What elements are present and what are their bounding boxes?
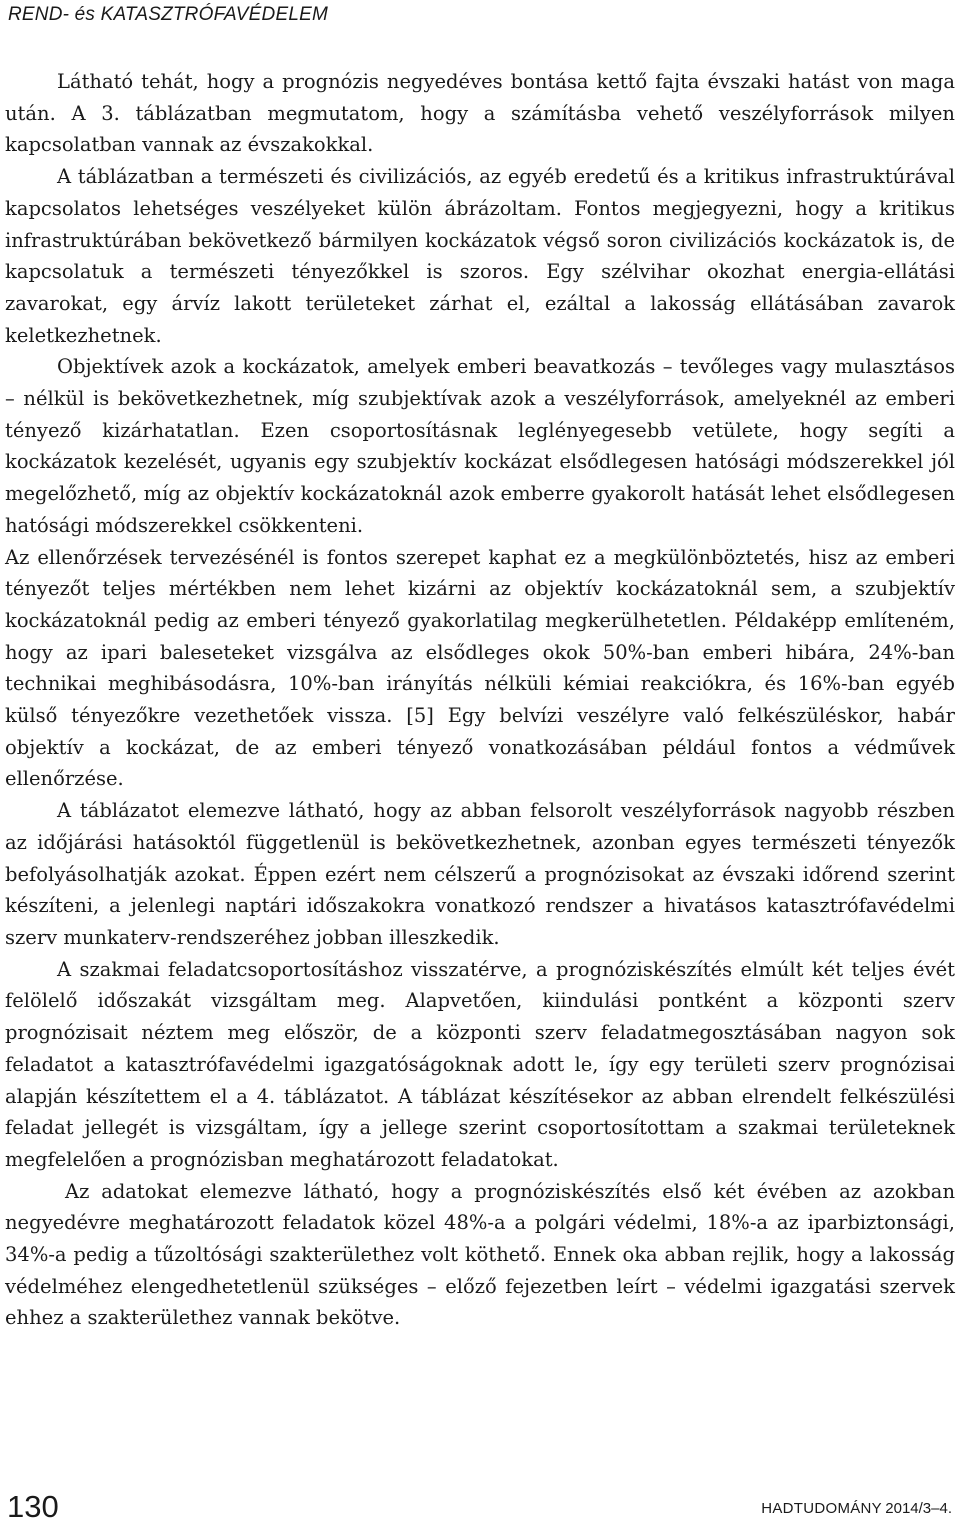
journal-issue: 2014/3–4.: [885, 1500, 952, 1517]
running-header: REND- és KATASZTRÓFAVÉDELEM: [8, 4, 329, 25]
page-number: 130: [7, 1489, 59, 1524]
page-footer: [0, 1490, 960, 1527]
paragraph-table-hazards: A táblázatban a természeti és civilizációs, az egyéb eredetű és a kritikus infrastruktúrával kapcsolatos lehetséges veszélyeket külön ábrázoltam. Fontos megjegyezni, hogy a kritikus infrastruktúrában bekövetkező bármilyen kockázatok végső soron civilizációs kockázatok is, de kapcsolatuk a természeti tényezőkkel is szoros. Egy szélvihar okozhat energia-ellátási zavarokat, egy árvíz lakott területeket zárhat el, ezáltal a lakosság ellátásában zavarok keletkezhetnek.: [5, 165, 955, 347]
paragraph-seasonal-effects: Látható tehát, hogy a prognózis negyedéves bontása kettő fajta évszaki hatást von maga után. A 3. táblázatban megmutatom, hogy a számításba vehető veszélyforrások milyen kapcsolatban vannak az évszakokkal.: [5, 70, 955, 157]
paragraph-data-analysis: Az adatokat elemezve látható, hogy a prognóziskészítés első két évében az azokban negyedévre meghatározott feladatok közel 48%-a a polgári védelmi, 18%-a az iparbiztonsági, 34%-a pedig a tűzoltósági szakterülethez volt köthető. Ennek oka abban rejlik, hogy a lakosság védelméhez elengedhetetlenül szükséges – előző fejezetben leírt – védelmi igazgatási szervek ehhez a szakterülethez vannak bekötve.: [5, 1179, 955, 1330]
paragraph-objective-subjective: Objektívek azok a kockázatok, amelyek emberi beavatkozás – tevőleges vagy mulasztásos – nélkül is bekövetkezhetnek, míg szubjektívak azok a veszélyforrások, amelyeknél az emberi tényező kizárhatatlan. Ezen csoportosításnak leglényegesebb vetülete, hogy segíti a kockázatok kezelését, ugyanis egy szubjektív kockázat elsődlegesen hatósági módszerekkel jól megelőzhető, míg az objektív kockázatoknál azok emberre gyakorolt hatását lehet elsődlegesen hatósági módszerekkel csökkenteni.: [5, 355, 955, 537]
journal-name: HADTUDOMÁNY: [761, 1500, 882, 1517]
article-body: [5, 66, 955, 1334]
paragraph-professional-grouping: A szakmai feladatcsoportosításhoz visszatérve, a prognóziskészítés elmúlt két teljes évét felölelő időszakát vizsgáltam meg. Alapvetően, kiindulási pontként a központi szerv prognózisait néztem meg először, de a központi szerv feladatmegosztásában nagyon sok feladatot a katasztrófavédelmi igazgatóságoknak adott le, így egy területi szerv prognózisai alapján készítettem el a 4. táblázatot. A táblázat készítésekor az abban elrendelt felkészülési feladat jellegét is vizsgáltam, így a jellege szerint csoportosítottam a szakmai területeknek megfelelően a prognózisban meghatározott feladatokat.: [5, 957, 955, 1171]
paragraph-table-analysis: A táblázatot elemezve látható, hogy az abban felsorolt veszélyforrások nagyobb részben az időjárási hatásoktól függetlenül is bekövetkezhetnek, azonban egyes természeti tényezők befolyásolhatják azokat. Éppen ezért nem célszerű a prognózisokat az évszaki időrend szerint készíteni, a jelenlegi naptári időszakokra vonatkozó rendszer a hivatásos katasztrófavédelmi szerv munkaterv-rendszeréhez jobban illeszkedik.: [5, 799, 955, 949]
paragraph-inspection-planning: Az ellenőrzések tervezésénél is fontos szerepet kaphat ez a megkülönböztetés, hisz az emberi tényezőt teljes mértékben nem lehet kizárni az objektív kockázatoknál sem, a szubjektív kockázatoknál pedig az emberi tényező gyakorlatilag megkerülhetetlen. Példaképp említeném, hogy az ipari baleseteket vizsgálva az elsődleges okok 50%-ban emberi hibára, 24%-ban technikai meghibásodásra, 10%-ban irányítás nélküli kémiai reakciókra, és 16%-ban egyéb külső tényezőkre vezethetőek vissza. [5] Egy belvízi veszélyre való felkészüléskor, habár objektív a kockázat, de az emberi tényező vonatkozásában például fontos a védművek ellenőrzése.: [5, 545, 955, 791]
